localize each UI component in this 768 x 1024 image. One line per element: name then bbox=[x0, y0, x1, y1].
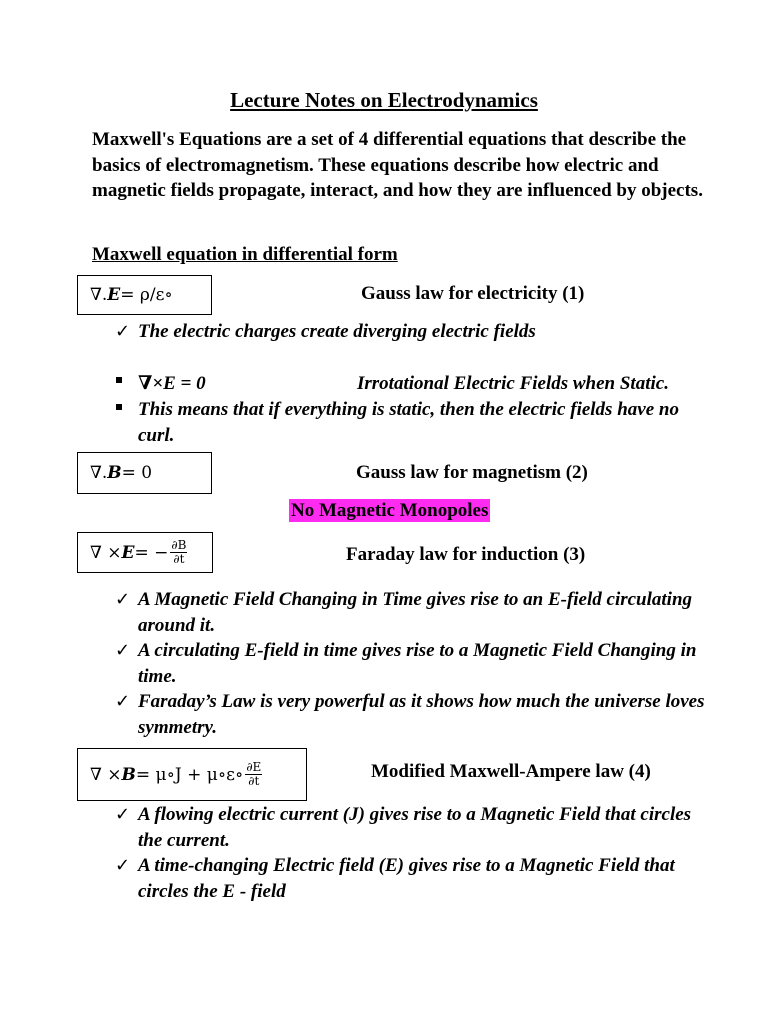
law-label-gauss-electric: Gauss law for electricity (1) bbox=[361, 283, 585, 304]
equation-box-faraday bbox=[77, 532, 213, 573]
bullet-square-icon bbox=[116, 377, 122, 383]
eq4-var: B bbox=[121, 764, 136, 785]
eq4-fraction bbox=[245, 761, 262, 788]
eq1-lhs: ∇. bbox=[90, 285, 108, 305]
eq3-denominator: ∂t bbox=[173, 552, 185, 566]
list-item: ✓ A Magnetic Field Changing in Time gives rise to an E-field circulating around it. bbox=[115, 589, 693, 636]
eq3-rhs: = − bbox=[134, 542, 169, 563]
eq3-numerator: ∂B bbox=[171, 538, 187, 552]
eq4-numerator: ∂E bbox=[246, 760, 262, 774]
eq2-var: B bbox=[107, 463, 122, 483]
checkmark-icon: ✓ bbox=[115, 804, 131, 825]
eq4-denominator: ∂t bbox=[248, 774, 260, 788]
eq2-rhs: = 0 bbox=[121, 463, 153, 483]
eq3-fraction bbox=[170, 539, 187, 566]
eq3-lhs: ∇ × bbox=[90, 542, 122, 563]
highlight-no-monopoles: No Magnetic Monopoles bbox=[291, 500, 489, 521]
eq2-lhs: ∇. bbox=[90, 463, 108, 483]
equation-box-gauss-electric bbox=[77, 275, 212, 315]
law-label-gauss-magnetic: Gauss law for magnetism (2) bbox=[356, 462, 588, 483]
equation-box-ampere bbox=[77, 748, 307, 801]
eq1-rhs: = ρ/ε∘ bbox=[120, 285, 173, 305]
static-note: This means that if everything is static, then the electric fields have no curl. bbox=[138, 399, 679, 446]
intro-paragraph: Maxwell's Equations are a set of 4 differential equations that describe the basics of electromagnetism. These equations describe how electric and magnetic fields propagate, interact, and how they are influenced by objects. bbox=[92, 129, 703, 201]
static-label: Irrotational Electric Fields when Static. bbox=[357, 373, 669, 394]
list-item: ✓ Faraday’s Law is very powerful as it shows how much the universe loves symmetry. bbox=[115, 691, 705, 738]
eq1-var: E bbox=[107, 285, 121, 305]
checkmark-icon: ✓ bbox=[115, 321, 131, 342]
eq3-var: E bbox=[121, 542, 135, 563]
equation-box-gauss-magnetic bbox=[77, 452, 212, 494]
list-item: ✓ A flowing electric current (J) gives rise to a Magnetic Field that circles the current. bbox=[115, 804, 692, 851]
page-title: Lecture Notes on Electrodynamics bbox=[230, 88, 538, 112]
static-formula: ∇×E = 0 bbox=[138, 373, 206, 394]
section-heading: Maxwell equation in differential form bbox=[92, 244, 398, 265]
law-label-faraday: Faraday law for induction (3) bbox=[346, 544, 586, 565]
checkmark-icon: ✓ bbox=[115, 855, 131, 876]
checkmark-icon: ✓ bbox=[115, 640, 131, 661]
list-item: ✓ The electric charges create diverging electric fields bbox=[138, 319, 708, 345]
eq4-rhs: = μ∘J + μ∘ε∘ bbox=[135, 764, 244, 785]
law-label-ampere: Modified Maxwell-Ampere law (4) bbox=[371, 761, 651, 782]
checkmark-icon: ✓ bbox=[115, 589, 131, 610]
list-item: ✓ A circulating E-field in time gives rise to a Magnetic Field Changing in time. bbox=[115, 640, 697, 687]
list-item: ✓ A time-changing Electric field (E) gives rise to a Magnetic Field that circles the E - field bbox=[115, 855, 675, 902]
bullet-square-icon bbox=[116, 404, 122, 410]
eq4-lhs: ∇ × bbox=[90, 764, 122, 785]
checkmark-icon: ✓ bbox=[115, 691, 131, 712]
